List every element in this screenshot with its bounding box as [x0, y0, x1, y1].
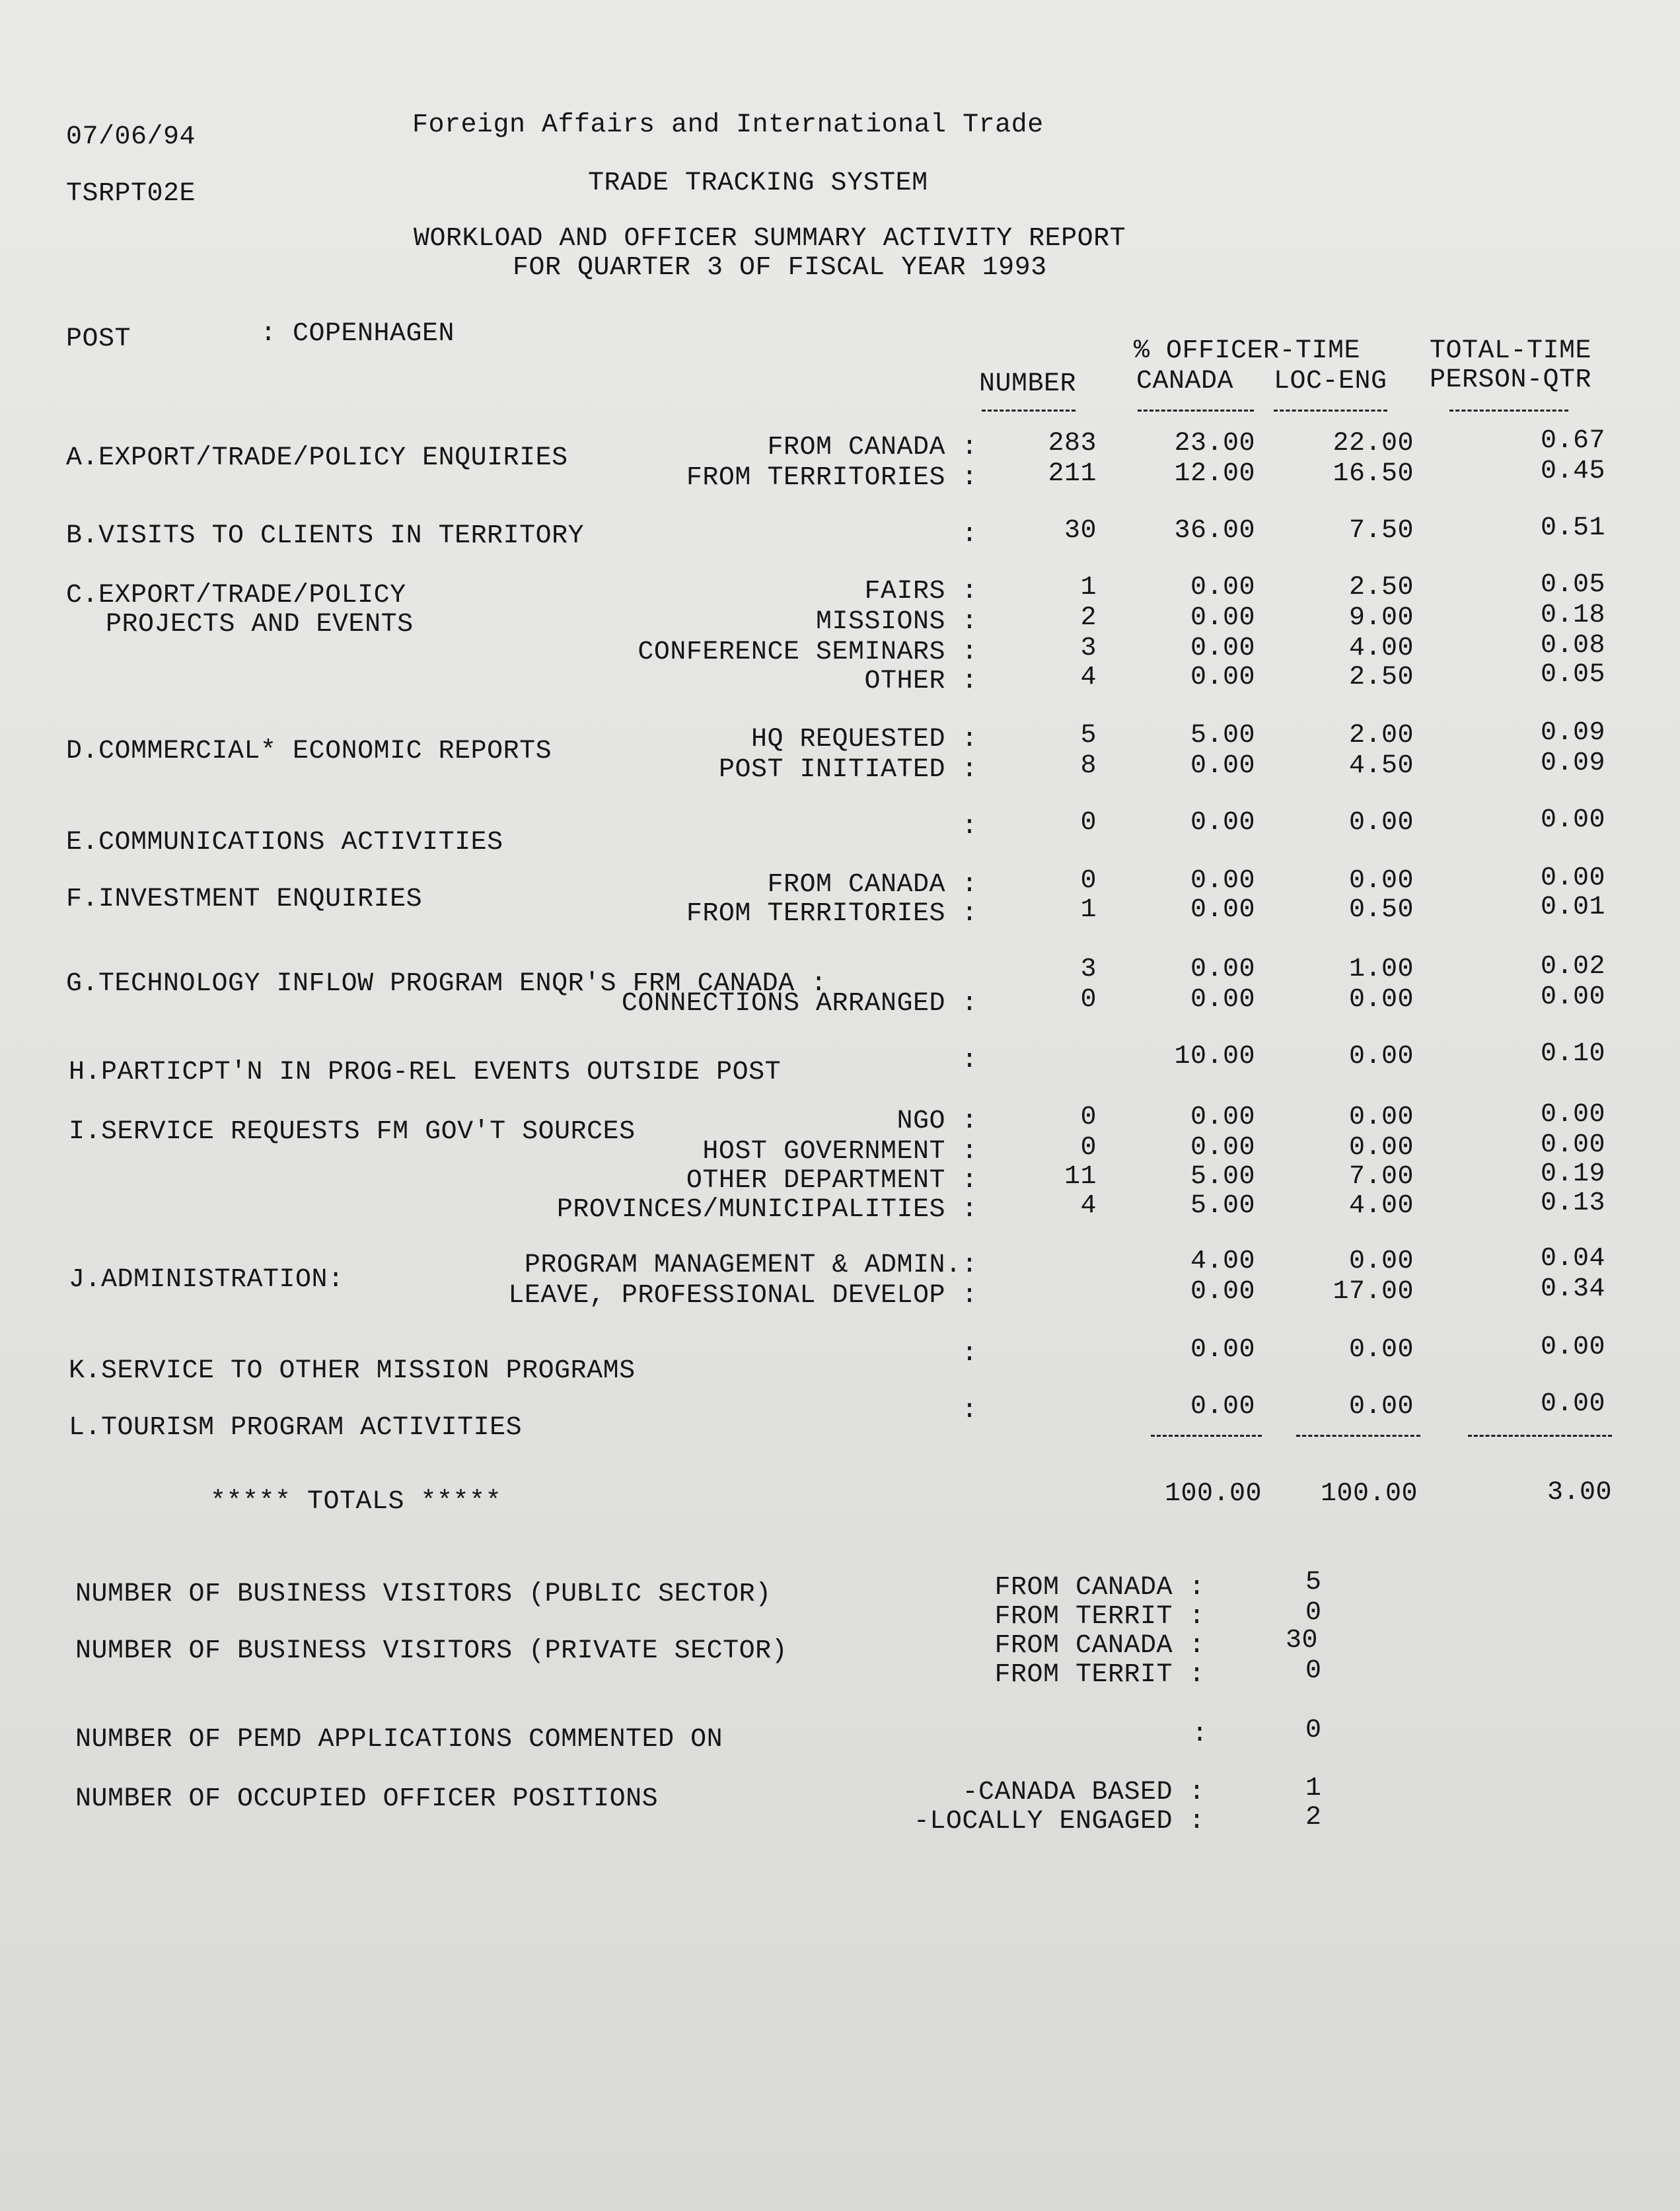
visitors-private-from-canada: FROM CANADA :: [994, 1631, 1205, 1661]
pemd-label: NUMBER OF PEMD APPLICATIONS COMMENTED ON: [75, 1725, 723, 1755]
row-number: 1: [1080, 573, 1097, 602]
row-canada: 0.00: [1190, 866, 1255, 896]
totals-person-qtr: 3.00: [1547, 1478, 1612, 1507]
officers-label: NUMBER OF OCCUPIED OFFICER POSITIONS: [75, 1784, 659, 1814]
officers-locally-engaged: -LOCALLY ENGAGED :: [913, 1807, 1205, 1836]
row-canada: 0.00: [1190, 751, 1255, 781]
section-label: G.TECHNOLOGY INFLOW PROGRAM ENQR'S FRM CANADA :: [66, 969, 827, 999]
row-loc-eng: 1.00: [1348, 955, 1414, 984]
totals-loc-eng: 100.00: [1320, 1479, 1418, 1509]
row-loc-eng: 0.00: [1348, 1247, 1414, 1276]
row-loc-eng: 4.50: [1348, 751, 1414, 781]
col-divider: [1274, 410, 1387, 412]
col-total-time: TOTAL-TIME: [1430, 336, 1592, 366]
row-sublabel: FROM CANADA :: [767, 433, 978, 462]
row-sublabel: CONNECTIONS ARRANGED :: [621, 989, 978, 1019]
row-loc-eng: 7.00: [1348, 1162, 1414, 1192]
row-loc-eng: 2.50: [1348, 663, 1414, 692]
totals-canada: 100.00: [1164, 1479, 1262, 1509]
totals-divider: [1468, 1435, 1612, 1437]
row-canada: 10.00: [1174, 1042, 1255, 1071]
row-number: 0: [1080, 1103, 1097, 1132]
row-number: 2: [1080, 603, 1097, 633]
officers-locally-value: 2: [1305, 1803, 1322, 1832]
row-canada: 0.00: [1190, 1277, 1255, 1307]
section-label: F.INVESTMENT ENQUIRIES: [66, 885, 423, 914]
row-sublabel: PROVINCES/MUNICIPALITIES :: [556, 1195, 978, 1225]
col-person-qtr: PERSON-QTR: [1430, 365, 1592, 395]
report-date: 07/06/94: [66, 122, 196, 152]
pemd-colon: :: [1192, 1720, 1208, 1749]
post-label: POST: [66, 324, 131, 354]
row-person-qtr: 0.02: [1540, 952, 1605, 982]
row-person-qtr: 0.08: [1540, 631, 1605, 661]
post-value: : COPENHAGEN: [260, 319, 455, 349]
officers-canada-based: -CANADA BASED :: [962, 1778, 1205, 1807]
row-loc-eng: 4.00: [1348, 634, 1414, 663]
row-loc-eng: 7.50: [1348, 516, 1414, 546]
row-loc-eng: 0.00: [1348, 1392, 1414, 1422]
section-label: A.EXPORT/TRADE/POLICY ENQUIRIES: [66, 443, 568, 473]
row-person-qtr: 0.00: [1540, 863, 1605, 893]
row-person-qtr: 0.09: [1540, 748, 1605, 778]
row-person-qtr: 0.00: [1540, 1389, 1605, 1419]
row-number: 3: [1080, 955, 1097, 984]
row-canada: 0.00: [1190, 1392, 1255, 1422]
row-number: 30: [1064, 516, 1097, 546]
section-label: D.COMMERCIAL* ECONOMIC REPORTS: [66, 737, 552, 766]
col-canada: CANADA: [1136, 367, 1234, 396]
col-number: NUMBER: [979, 369, 1077, 399]
totals-divider: [1296, 1435, 1420, 1437]
col-divider: [982, 410, 1076, 412]
pemd-value: 0: [1305, 1716, 1322, 1745]
row-person-qtr: 0.00: [1540, 1100, 1605, 1130]
row-number: 8: [1080, 751, 1097, 781]
row-sublabel: FROM TERRITORIES :: [686, 899, 978, 929]
row-person-qtr: 0.00: [1540, 1332, 1605, 1362]
row-number: 4: [1080, 1191, 1097, 1221]
row-sublabel: :: [961, 1046, 978, 1075]
section-label: C.EXPORT/TRADE/POLICY: [66, 581, 406, 610]
section-label: H.PARTICPT'N IN PROG-REL EVENTS OUTSIDE POST: [69, 1058, 782, 1087]
row-canada: 0.00: [1190, 808, 1255, 838]
row-canada: 0.00: [1190, 663, 1255, 692]
row-canada: 5.00: [1190, 721, 1255, 750]
row-number: 0: [1080, 866, 1097, 896]
totals-divider: [1151, 1435, 1262, 1437]
row-canada: 0.00: [1190, 603, 1255, 633]
row-canada: 0.00: [1190, 895, 1255, 925]
row-canada: 5.00: [1190, 1162, 1255, 1192]
row-number: 0: [1080, 808, 1097, 838]
section-label: B.VISITS TO CLIENTS IN TERRITORY: [66, 521, 585, 551]
row-loc-eng: 0.00: [1348, 1335, 1414, 1365]
row-person-qtr: 0.05: [1540, 660, 1605, 690]
row-person-qtr: 0.67: [1540, 426, 1605, 456]
report-title-line1: WORKLOAD AND OFFICER SUMMARY ACTIVITY REPORT: [414, 224, 1126, 254]
row-person-qtr: 0.10: [1540, 1039, 1605, 1069]
row-person-qtr: 0.09: [1540, 718, 1605, 748]
row-canada: 36.00: [1174, 516, 1255, 546]
row-loc-eng: 0.00: [1348, 1042, 1414, 1071]
section-label: L.TOURISM PROGRAM ACTIVITIES: [69, 1413, 523, 1443]
row-number: 211: [1048, 459, 1097, 489]
visitors-public-from-territ: FROM TERRIT :: [994, 1602, 1205, 1632]
row-canada: 4.00: [1190, 1247, 1255, 1276]
row-sublabel: NGO :: [896, 1106, 978, 1136]
row-loc-eng: 0.00: [1348, 1103, 1414, 1132]
row-loc-eng: 22.00: [1333, 429, 1414, 458]
visitors-private-territ-value: 0: [1305, 1656, 1322, 1686]
visitors-public-canada-value: 5: [1305, 1568, 1322, 1597]
row-sublabel: :: [961, 1339, 978, 1369]
section-label: J.ADMINISTRATION:: [69, 1265, 344, 1295]
row-person-qtr: 0.34: [1540, 1274, 1605, 1304]
section-label: PROJECTS AND EVENTS: [106, 610, 414, 639]
report-title-line2: FOR QUARTER 3 OF FISCAL YEAR 1993: [513, 253, 1047, 283]
row-loc-eng: 0.00: [1348, 985, 1414, 1015]
section-label: K.SERVICE TO OTHER MISSION PROGRAMS: [69, 1356, 636, 1386]
row-number: 1: [1080, 895, 1097, 925]
row-sublabel: HQ REQUESTED :: [750, 725, 978, 754]
visitors-public-from-canada: FROM CANADA :: [994, 1573, 1205, 1603]
row-person-qtr: 0.51: [1540, 513, 1605, 543]
section-label: I.SERVICE REQUESTS FM GOV'T SOURCES: [69, 1117, 636, 1147]
col-loc-eng: LOC-ENG: [1274, 367, 1387, 396]
row-sublabel: HOST GOVERNMENT :: [702, 1137, 978, 1167]
col-officer-time: % OFFICER-TIME: [1134, 336, 1361, 366]
row-sublabel: :: [961, 520, 978, 550]
row-loc-eng: 0.00: [1348, 808, 1414, 838]
row-canada: 0.00: [1190, 1103, 1255, 1132]
visitors-public-territ-value: 0: [1305, 1598, 1322, 1628]
row-number: 0: [1080, 985, 1097, 1015]
report-code: TSRPT02E: [66, 179, 196, 209]
row-canada: 0.00: [1190, 634, 1255, 663]
row-loc-eng: 9.00: [1348, 603, 1414, 633]
row-person-qtr: 0.01: [1540, 892, 1605, 922]
row-canada: 12.00: [1174, 459, 1255, 489]
row-person-qtr: 0.45: [1540, 456, 1605, 486]
row-sublabel: FAIRS :: [864, 577, 978, 606]
col-divider: [1138, 410, 1254, 412]
row-sublabel: PROGRAM MANAGEMENT & ADMIN.:: [524, 1250, 978, 1280]
officers-canada-value: 1: [1305, 1774, 1322, 1803]
row-person-qtr: 0.00: [1540, 805, 1605, 835]
row-loc-eng: 4.00: [1348, 1191, 1414, 1221]
row-sublabel: :: [961, 1396, 978, 1426]
row-number: 5: [1080, 721, 1097, 750]
row-sublabel: FROM TERRITORIES :: [686, 463, 978, 493]
row-number: 0: [1080, 1133, 1097, 1163]
row-loc-eng: 17.00: [1333, 1277, 1414, 1307]
row-person-qtr: 0.13: [1540, 1188, 1605, 1218]
row-loc-eng: 2.50: [1348, 573, 1414, 602]
row-sublabel: :: [961, 812, 978, 842]
row-canada: 0.00: [1190, 985, 1255, 1015]
row-loc-eng: 0.00: [1348, 1133, 1414, 1163]
row-sublabel: FROM CANADA :: [767, 870, 978, 900]
row-person-qtr: 0.05: [1540, 570, 1605, 600]
row-canada: 23.00: [1174, 429, 1255, 458]
col-divider: [1449, 410, 1568, 412]
system-name: TRADE TRACKING SYSTEM: [588, 168, 928, 198]
row-loc-eng: 0.50: [1348, 895, 1414, 925]
row-number: 4: [1080, 663, 1097, 692]
row-sublabel: OTHER DEPARTMENT :: [686, 1166, 978, 1196]
row-person-qtr: 0.00: [1540, 982, 1605, 1012]
row-canada: 0.00: [1190, 573, 1255, 602]
totals-label: ***** TOTALS *****: [210, 1487, 502, 1517]
section-label: E.COMMUNICATIONS ACTIVITIES: [66, 828, 503, 857]
row-person-qtr: 0.18: [1540, 600, 1605, 630]
row-loc-eng: 16.50: [1333, 459, 1414, 489]
visitors-private-label: NUMBER OF BUSINESS VISITORS (PRIVATE SECTOR): [75, 1636, 788, 1666]
row-sublabel: LEAVE, PROFESSIONAL DEVELOP :: [508, 1281, 978, 1311]
row-person-qtr: 0.19: [1540, 1159, 1605, 1189]
row-sublabel: MISSIONS :: [815, 607, 978, 637]
row-canada: 0.00: [1190, 955, 1255, 984]
row-sublabel: POST INITIATED :: [718, 755, 978, 785]
row-number: 11: [1064, 1162, 1097, 1192]
row-number: 3: [1080, 634, 1097, 663]
row-canada: 0.00: [1190, 1335, 1255, 1365]
row-person-qtr: 0.00: [1540, 1130, 1605, 1160]
row-number: 283: [1048, 429, 1097, 458]
row-loc-eng: 2.00: [1348, 721, 1414, 750]
row-canada: 0.00: [1190, 1133, 1255, 1163]
row-sublabel: CONFERENCE SEMINARS :: [638, 637, 978, 667]
row-loc-eng: 0.00: [1348, 866, 1414, 896]
ministry-name: Foreign Affairs and International Trade: [412, 110, 1044, 140]
visitors-public-label: NUMBER OF BUSINESS VISITORS (PUBLIC SECTOR): [75, 1579, 772, 1609]
row-person-qtr: 0.04: [1540, 1244, 1605, 1274]
row-sublabel: OTHER :: [864, 667, 978, 696]
visitors-private-from-territ: FROM TERRIT :: [994, 1660, 1205, 1690]
visitors-private-canada-value: 30: [1286, 1626, 1319, 1655]
row-canada: 5.00: [1190, 1191, 1255, 1221]
